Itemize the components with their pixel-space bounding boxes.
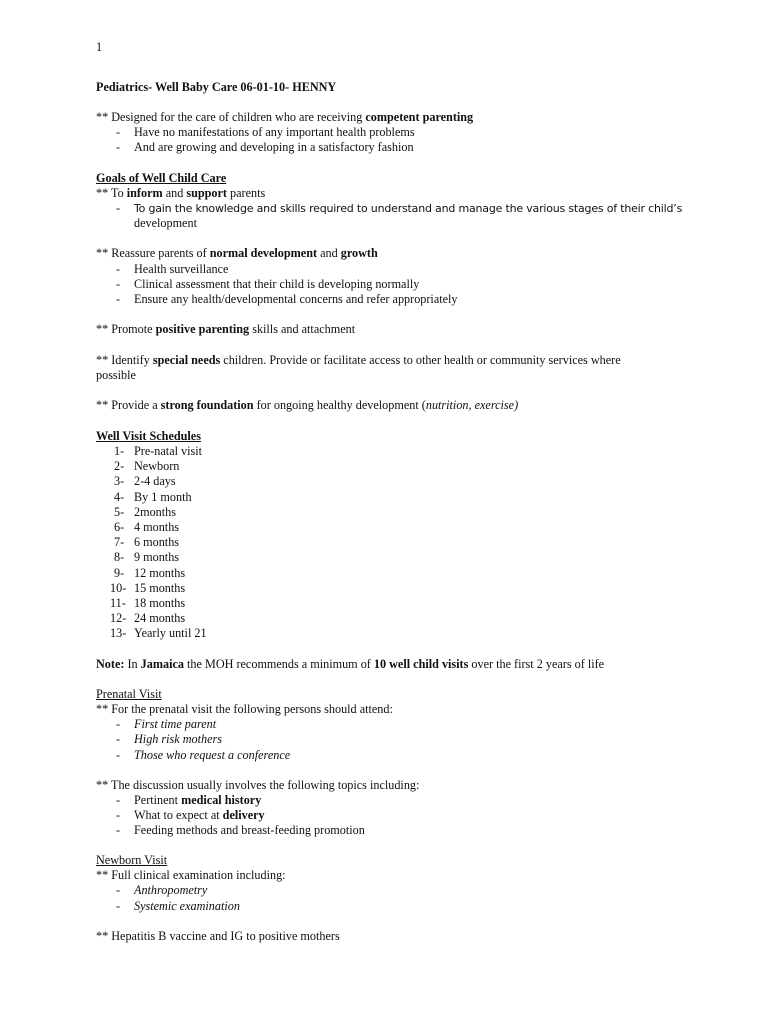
schedule-heading: Well Visit Schedules <box>96 429 201 443</box>
schedule-item-text: 24 months <box>134 611 186 626</box>
schedule-item <box>96 566 676 581</box>
goal-promote: ** Promote positive parenting skills and attachment <box>96 322 356 336</box>
schedule-item-text: 4 months <box>134 520 180 534</box>
list-item: - Pertinent medical history <box>116 793 262 807</box>
schedule-item <box>96 611 676 626</box>
schedule-item <box>96 581 676 596</box>
schedule-item-text: 18 months <box>134 596 186 610</box>
list-item: - Health surveillance <box>116 262 229 276</box>
schedule-item-number: 1- <box>114 444 125 458</box>
goal-inform: ** To inform and support parents <box>96 186 266 200</box>
list-item: - Ensure any health/developmental concerns and refer appropriately <box>116 292 458 306</box>
schedule-item-text: 9 months <box>134 550 180 565</box>
list-item: - To gain the knowledge and skills required to understand and manage the various stages of their child’s development <box>116 201 683 230</box>
schedule-item-number: 10- <box>110 580 127 595</box>
prenatal-heading: Prenatal Visit <box>96 687 162 701</box>
schedule-item <box>96 626 676 641</box>
list-item: - Those who request a conference <box>116 748 291 762</box>
schedule-item <box>96 550 676 565</box>
newborn-line: ** Full clinical examination including: <box>96 868 286 882</box>
schedule-item-number: 9- <box>114 565 125 580</box>
goal-provide: ** Provide a strong foundation for ongoing healthy development (nutrition, exercise) <box>96 398 519 412</box>
schedule-item-text: 2months <box>134 504 176 519</box>
schedule-item-number: 7- <box>114 535 125 550</box>
schedule-item-number: 12- <box>110 611 127 626</box>
schedule-item-number: 8- <box>114 550 125 565</box>
list-item: - Have no manifestations of any important health problems <box>116 125 415 139</box>
goals-heading: Goals of Well Child Care <box>96 171 227 185</box>
schedule-item <box>96 520 676 535</box>
list-item: - Anthropometry <box>116 883 208 897</box>
intro-line: ** Designed for the care of children who are receiving competent parenting <box>96 110 474 124</box>
schedule-item <box>96 535 676 550</box>
document-title: Pediatrics- Well Baby Care 06-01-10- HENNY <box>96 80 337 94</box>
schedule-item <box>96 474 676 489</box>
schedule-item-text: 15 months <box>134 580 186 595</box>
schedule-item-number: 4- <box>114 489 125 504</box>
schedule-item-number: 6- <box>114 520 125 534</box>
schedule-item-number: 11- <box>110 596 126 610</box>
schedule-item-number: 2- <box>114 459 125 474</box>
schedule-item-text: Pre-natal visit <box>134 444 203 458</box>
schedule-item-text: By 1 month <box>134 489 192 504</box>
goal-reassure: ** Reassure parents of normal development and growth <box>96 246 378 260</box>
hepatitis-line: ** Hepatitis B vaccine and IG to positive mothers <box>96 929 340 943</box>
schedule-item <box>96 490 676 505</box>
schedule-item-text: 12 months <box>134 565 186 580</box>
list-item: - And are growing and developing in a satisfactory fashion <box>116 140 414 154</box>
schedule-item-text: 6 months <box>134 535 180 550</box>
prenatal-line: ** For the prenatal visit the following persons should attend: <box>96 702 393 716</box>
list-item: - High risk mothers <box>116 732 223 746</box>
schedule-item <box>96 459 676 474</box>
note: Note: In Jamaica the MOH recommends a minimum of 10 well child visits over the first 2 years of life <box>96 657 605 671</box>
list-item: - First time parent <box>116 717 217 731</box>
newborn-heading: Newborn Visit <box>96 853 168 867</box>
goal-identify: ** Identify special needs children. Provide or facilitate access to other health or community services where <box>96 353 621 367</box>
list-item: - Systemic examination <box>116 899 240 913</box>
list-item: - Clinical assessment that their child is developing normally <box>116 277 420 291</box>
schedule-item <box>96 596 676 611</box>
schedule-item-text: Newborn <box>134 459 180 474</box>
schedule-item-number: 5- <box>114 504 125 519</box>
page-number: 1 <box>96 40 103 54</box>
list-item: - Feeding methods and breast-feeding promotion <box>116 823 365 837</box>
schedule-item-text: Yearly until 21 <box>134 626 207 641</box>
schedule-item-number: 13- <box>110 626 127 641</box>
schedule-item-number: 3- <box>114 474 125 489</box>
schedule-item-text: 2-4 days <box>134 474 176 489</box>
schedule-item <box>96 444 676 459</box>
schedule-list <box>96 444 676 644</box>
discussion-line: ** The discussion usually involves the following topics including: <box>96 778 420 792</box>
schedule-item <box>96 505 676 520</box>
list-item: - What to expect at delivery <box>116 808 265 822</box>
goal-identify-cont: possible <box>96 368 136 382</box>
